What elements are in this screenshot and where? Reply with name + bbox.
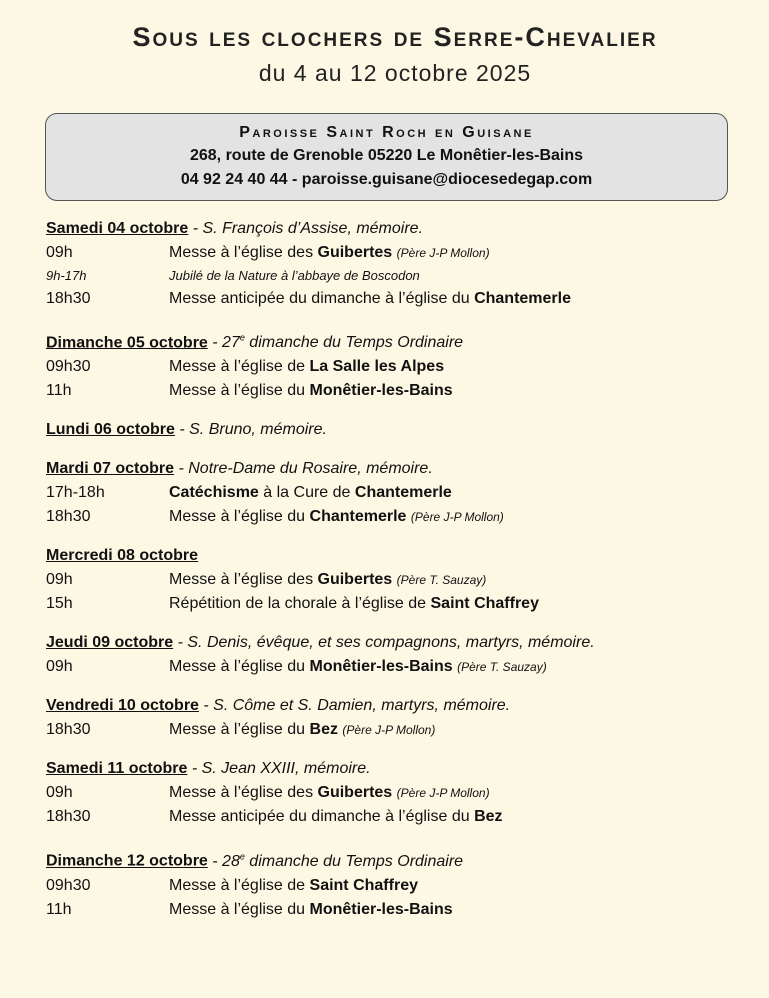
schedule-entry [46, 568, 761, 592]
place-name: Saint Chaffrey [430, 595, 539, 613]
entry-time: 18h30 [46, 808, 91, 826]
feast-text: dimanche du Temps Ordinaire [244, 852, 464, 870]
day-header [46, 418, 761, 442]
activity-name: Catéchisme [169, 484, 259, 502]
entry-description [169, 265, 420, 287]
feast-ordinal: e [239, 851, 245, 862]
entry-description [169, 379, 453, 403]
schedule-entry [46, 655, 761, 679]
day-name: Jeudi 09 octobre [46, 634, 174, 652]
day-feast: - Notre-Dame du Rosaire, mémoire. [174, 460, 433, 478]
schedule-entry [46, 481, 761, 505]
entry-text: Messe à l’église de [169, 358, 310, 376]
schedule-entry [46, 718, 761, 742]
day-name: Mercredi 08 octobre [46, 547, 199, 565]
feast-text: - 27 [207, 334, 240, 352]
celebrant-note: (Père J-P Mollon) [396, 786, 490, 801]
day-feast: - S. Côme et S. Damien, martyrs, mémoire. [198, 697, 511, 715]
entry-time: 9h-17h [46, 268, 87, 283]
entry-description [169, 655, 547, 679]
parish-address: 268, route de Grenoble 05220 Le Monêtier-les-Bains [189, 147, 584, 164]
entry-description [169, 805, 503, 829]
day-header [46, 326, 761, 355]
entry-description [169, 898, 453, 922]
parish-contact: 04 92 24 40 44 - paroisse.guisane@diocesedegap.com [180, 171, 593, 188]
entry-description [169, 568, 486, 592]
entry-time: 09h30 [46, 876, 91, 894]
entry-description [169, 481, 452, 505]
day-feast [208, 334, 463, 351]
schedule-entry [46, 379, 761, 403]
place-name: Monêtier-les-Bains [309, 658, 453, 676]
celebrant-note: (Père T. Sauzay) [396, 573, 487, 588]
place-name: Guibertes [317, 784, 393, 802]
day-header [46, 217, 761, 241]
schedule-entry [46, 265, 761, 287]
entry-description [169, 355, 444, 379]
day-name: Dimanche 12 octobre [46, 852, 208, 870]
place-name: Saint Chaffrey [309, 876, 418, 894]
day-feast: - S. Bruno, mémoire. [174, 421, 327, 439]
schedule-entry [46, 805, 761, 829]
day-block [46, 757, 761, 829]
entry-time: 09h [46, 658, 73, 676]
day-name: Mardi 07 octobre [46, 460, 175, 478]
schedule-entry [46, 898, 761, 922]
place-name: Chantemerle [354, 484, 452, 502]
place-name: Chantemerle [309, 508, 407, 526]
celebrant-note: (Père J-P Mollon) [396, 246, 490, 260]
schedule-list [46, 217, 761, 937]
entry-description [169, 592, 539, 616]
schedule-entry [46, 781, 761, 805]
day-header [46, 844, 761, 873]
day-feast: - S. François d’Assise, mémoire. [188, 220, 424, 237]
entry-text: Messe à l’église des [169, 571, 318, 589]
day-feast: - S. Denis, évêque, et ses compagnons, martyrs, mémoire. [173, 634, 595, 652]
day-block [46, 694, 761, 742]
entry-time: 09h [46, 784, 73, 802]
day-name: Samedi 11 octobre [46, 760, 188, 778]
entry-text: Jubilé de la Nature à l’abbaye de Boscodon [169, 268, 420, 283]
parish-name: Paroisse Saint Roch en Guisane [239, 124, 534, 141]
day-name: Samedi 04 octobre [46, 220, 189, 237]
entry-text: à la Cure de [258, 484, 355, 502]
page-title: Sous les clochers de Serre-Chevalier [132, 22, 658, 52]
entry-time: 18h30 [46, 721, 91, 739]
feast-ordinal: e [239, 333, 245, 343]
day-block [46, 631, 761, 679]
place-name: Chantemerle [474, 290, 571, 307]
entry-description [169, 718, 435, 742]
day-name: Dimanche 05 octobre [46, 334, 208, 352]
schedule-entry [46, 505, 761, 529]
entry-time: 09h [46, 244, 73, 261]
schedule-entry [46, 241, 761, 265]
entry-text: Messe anticipée du dimanche à l’église du [169, 290, 475, 307]
entry-time: 18h30 [46, 508, 91, 526]
celebrant-note: (Père J-P Mollon) [410, 510, 504, 525]
day-header [46, 544, 761, 568]
day-block [46, 326, 761, 403]
feast-text: - 28 [207, 852, 240, 870]
entry-text: Messe à l’église des [169, 244, 318, 261]
day-block [46, 457, 761, 529]
entry-description [169, 241, 490, 265]
day-header [46, 457, 761, 481]
entry-time: 09h30 [46, 358, 91, 376]
day-name: Lundi 06 octobre [46, 421, 175, 439]
entry-description [169, 505, 504, 529]
day-header [46, 631, 761, 655]
place-name: La Salle les Alpes [309, 358, 445, 376]
day-header [46, 757, 761, 781]
schedule-entry [46, 355, 761, 379]
entry-text: Répétition de la chorale à l’église de [169, 595, 431, 613]
entry-text: Messe à l’église des [169, 784, 318, 802]
schedule-entry [46, 287, 761, 311]
place-name: Bez [474, 808, 503, 826]
day-block [46, 844, 761, 921]
entry-text: Messe à l’église du [169, 900, 310, 918]
day-feast [208, 853, 463, 870]
entry-time: 11h [46, 382, 72, 400]
entry-time: 18h30 [46, 290, 91, 307]
entry-text: Messe à l’église du [169, 508, 310, 526]
entry-time: 17h-18h [46, 484, 105, 502]
day-block [46, 217, 761, 311]
entry-time: 15h [46, 595, 73, 613]
feast-text: dimanche du Temps Ordinaire [244, 334, 464, 352]
day-name: Vendredi 10 octobre [46, 697, 199, 715]
place-name: Bez [309, 721, 338, 739]
entry-text: Messe à l’église de [169, 876, 310, 894]
schedule-entry [46, 592, 761, 616]
entry-text: Messe anticipée du dimanche à l’église du [169, 808, 475, 826]
schedule-entry [46, 874, 761, 898]
place-name: Guibertes [317, 244, 393, 261]
parish-info-box [45, 113, 728, 201]
day-block [46, 544, 761, 616]
entry-description [169, 287, 571, 311]
entry-text: Messe à l’église du [169, 721, 310, 739]
page-subtitle: du 4 au 12 octobre 2025 [258, 60, 532, 86]
entry-time: 09h [46, 571, 73, 589]
place-name: Monêtier-les-Bains [309, 900, 453, 918]
place-name: Monêtier-les-Bains [309, 382, 453, 400]
entry-text: Messe à l’église du [169, 382, 310, 400]
entry-text: Messe à l’église du [169, 658, 310, 676]
day-block [46, 418, 761, 442]
entry-description [169, 781, 490, 805]
entry-description [169, 874, 418, 898]
day-feast: - S. Jean XXIII, mémoire. [187, 760, 371, 778]
place-name: Guibertes [317, 571, 393, 589]
day-header [46, 694, 761, 718]
entry-time: 11h [46, 900, 72, 918]
celebrant-note: (Père T. Sauzay) [457, 660, 547, 675]
celebrant-note: (Père J-P Mollon) [342, 723, 436, 738]
